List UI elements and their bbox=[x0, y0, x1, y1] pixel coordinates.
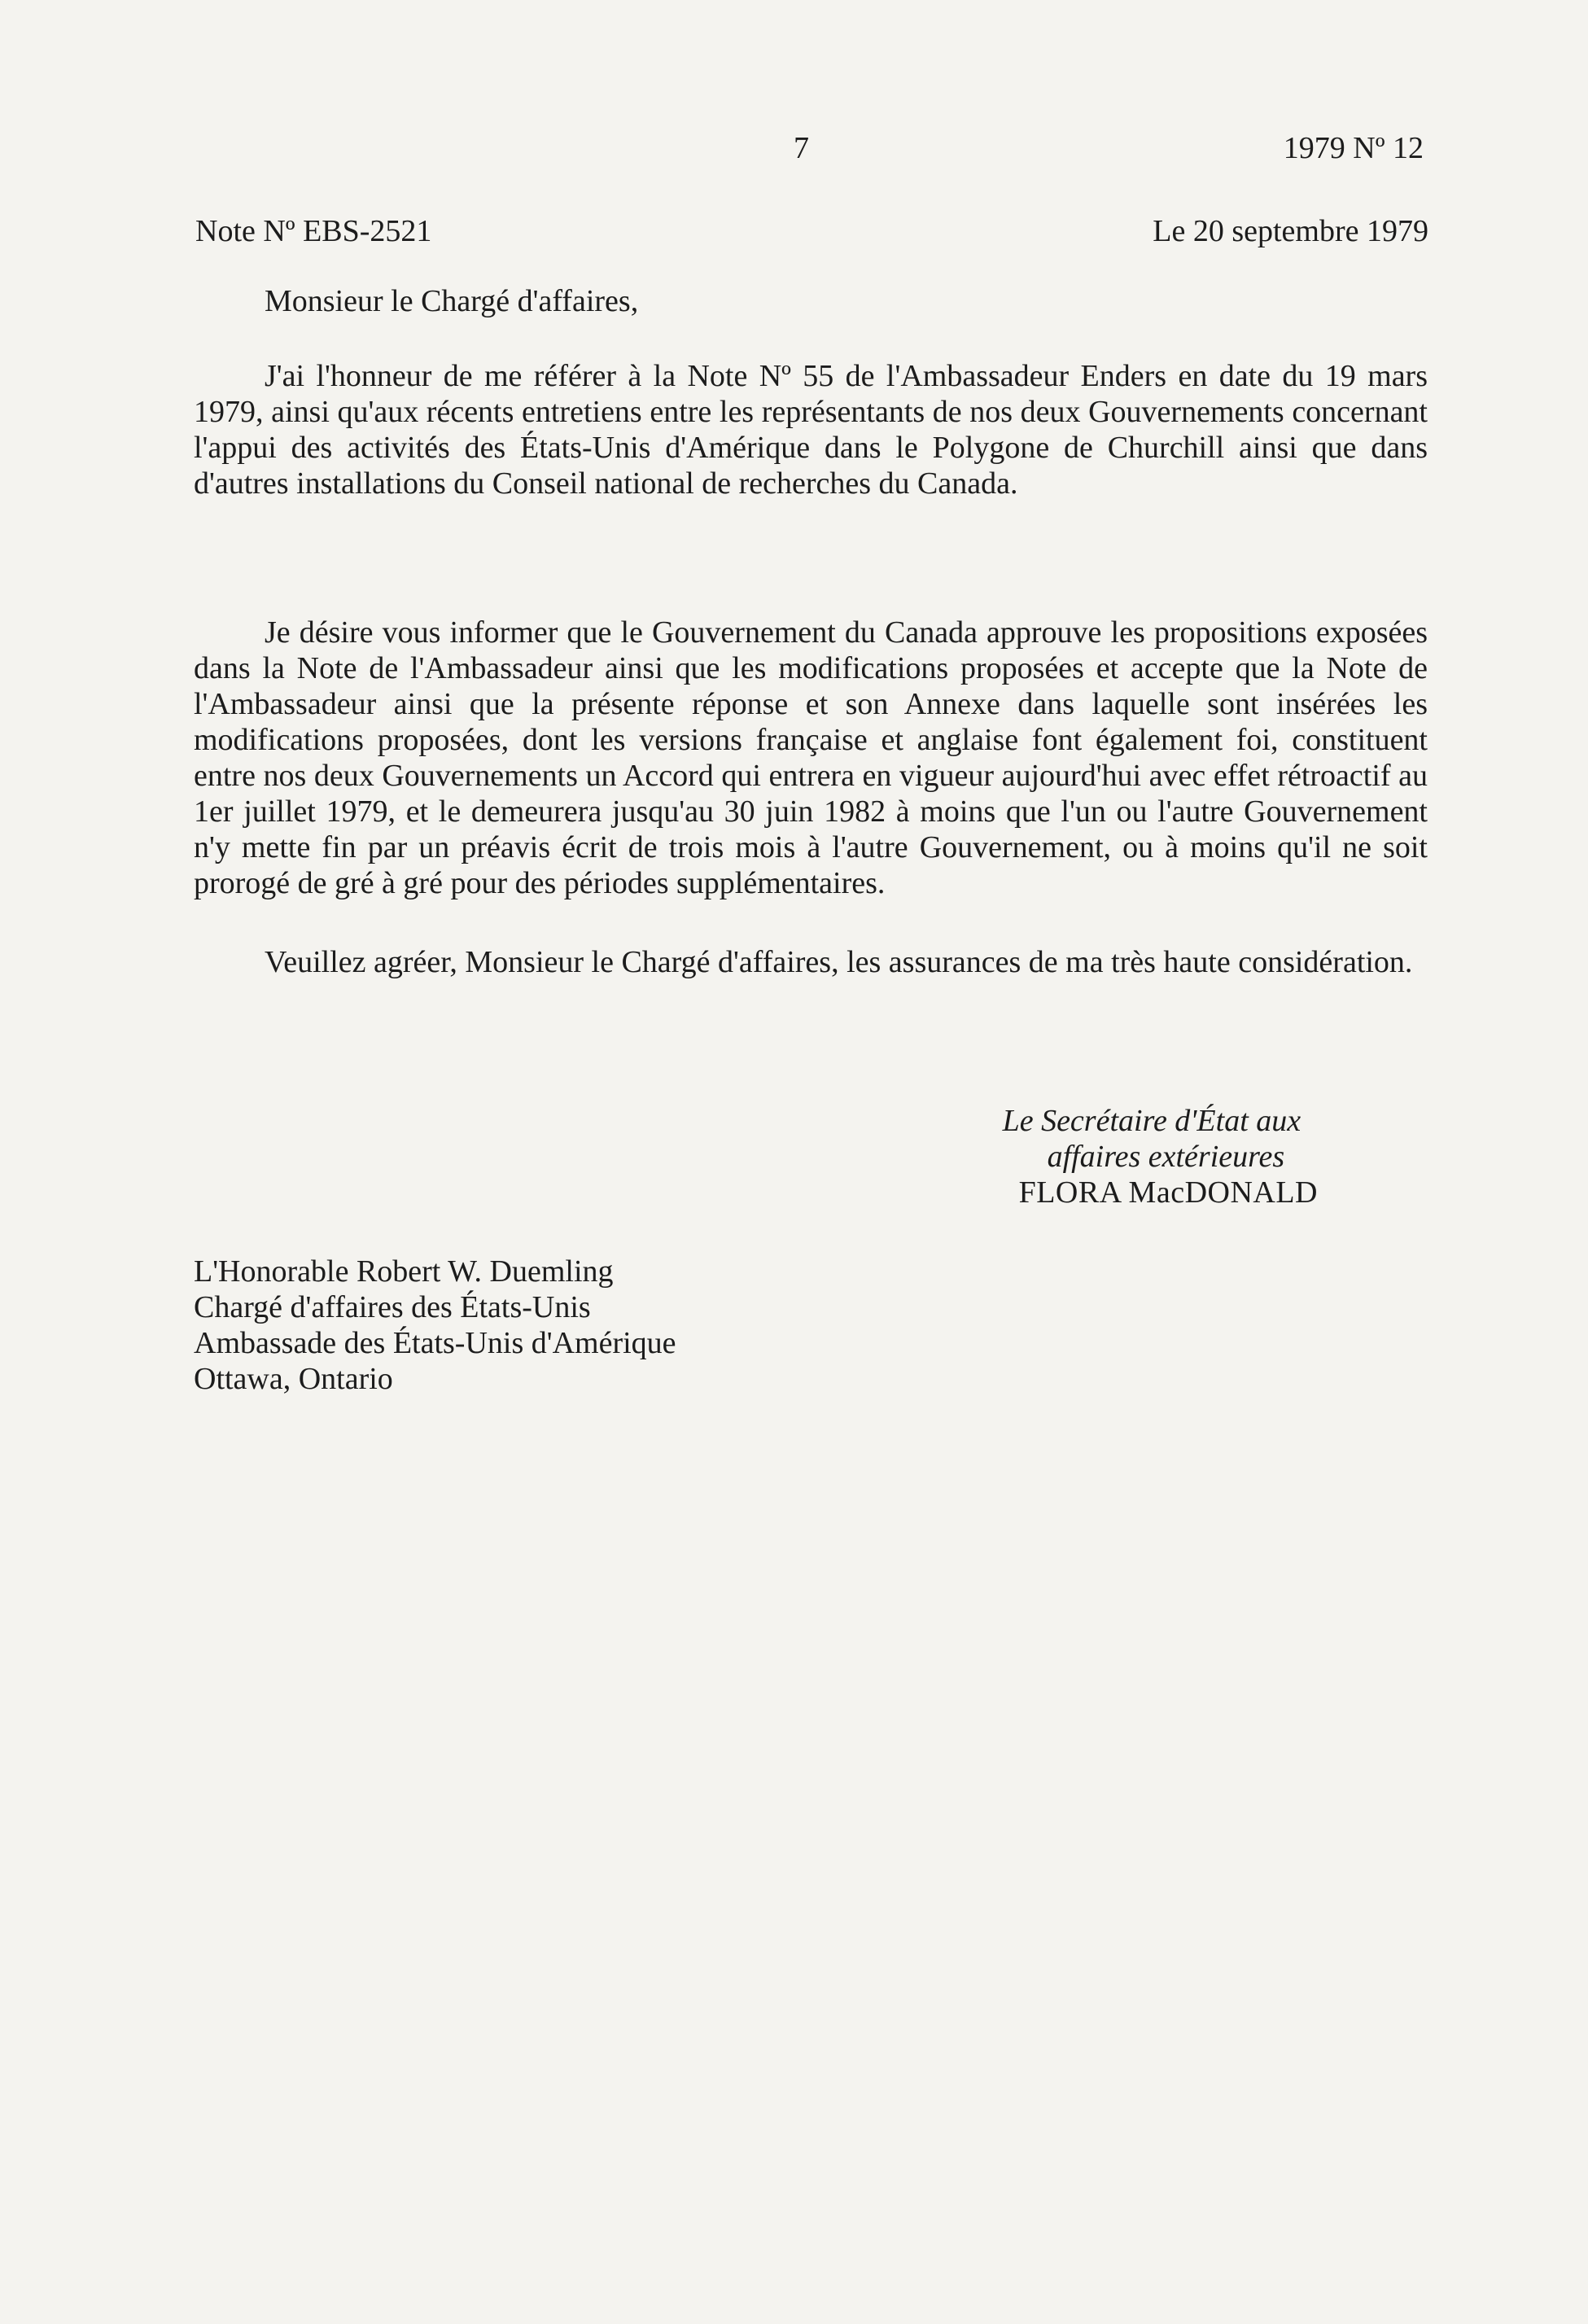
signatory-name: FLORA MacDONALD bbox=[1018, 1175, 1318, 1210]
page-number: 7 bbox=[794, 131, 809, 165]
note-reference: Note Nº EBS-2521 bbox=[195, 214, 432, 248]
paragraph-3-text: Veuillez agréer, Monsieur le Chargé d'affaires, les assurances de ma très haute considération. bbox=[265, 945, 1413, 979]
paragraph-1-text: J'ai l'honneur de me référer à la Note Nº 55 de l'Ambassadeur Enders en date du 19 mars 1979, ainsi qu'aux récents entretiens entre les représentants de nos deux Gouvernements concernant l'appui des activités des États-Unis d'Amérique dans le Polygone de Churchill ainsi que dans d'autres installations du Conseil national de recherches du Canada. bbox=[194, 359, 1428, 501]
addressee-block bbox=[194, 1254, 676, 1397]
note-date: Le 20 septembre 1979 bbox=[1153, 214, 1428, 248]
signatory-title-line-1: Le Secrétaire d'État aux bbox=[1002, 1104, 1301, 1138]
addressee-line-2: Chargé d'affaires des États-Unis bbox=[194, 1290, 591, 1324]
addressee-line-4: Ottawa, Ontario bbox=[194, 1362, 393, 1396]
paragraph-2-text: Je désire vous informer que le Gouvernement du Canada approuve les propositions exposées dans la Note de l'Ambassadeur ainsi que les modifications proposées et accepte que la Note de l'Ambassadeur ainsi que la présente réponse et son Annexe dans laquelle sont insérées les modifications proposées, dont les versions française et anglaise font également foi, constituent entre nos deux Gouvernements un Accord qui entrera en vigueur aujourd'hui avec effet rétroactif au 1er juillet 1979, et le demeurera jusqu'au 30 juin 1982 à moins que l'un ou l'autre Gouvernement n'y mette fin par un préavis écrit de trois mois à l'autre Gouvernement, ou à moins qu'il ne soit prorogé de gré à gré pour des périodes supplémentaires. bbox=[194, 615, 1428, 900]
addressee-line-3: Ambassade des États-Unis d'Amérique bbox=[194, 1326, 676, 1360]
series-number: 1979 Nº 12 bbox=[1283, 131, 1424, 165]
paragraph-2 bbox=[194, 615, 1428, 901]
paragraph-1 bbox=[194, 358, 1428, 501]
salutation: Monsieur le Chargé d'affaires, bbox=[265, 284, 639, 318]
paragraph-3 bbox=[194, 944, 1428, 980]
signatory-title-line-2: affaires extérieures bbox=[1047, 1140, 1285, 1174]
addressee-line-1: L'Honorable Robert W. Duemling bbox=[194, 1254, 614, 1289]
signature-block bbox=[1003, 1103, 1318, 1210]
